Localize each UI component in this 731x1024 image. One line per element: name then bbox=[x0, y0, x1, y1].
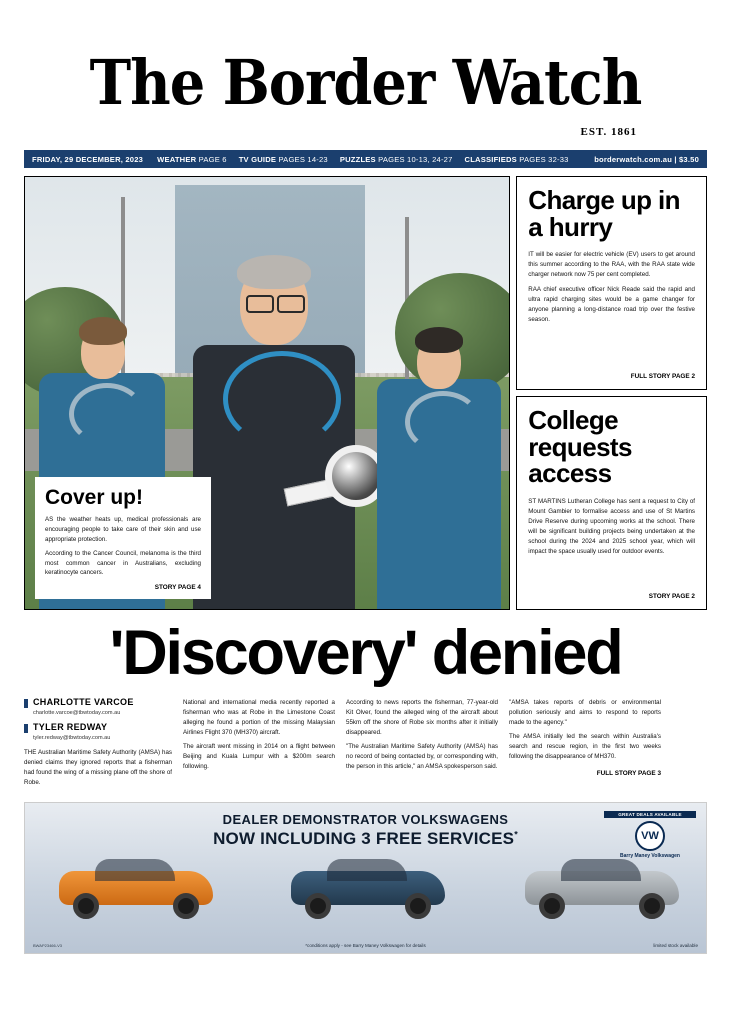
info-bar bbox=[24, 150, 707, 168]
side-story-charge-up[interactable] bbox=[516, 176, 707, 390]
ad-logo-strip: GREAT DEALS AVAILABLE bbox=[604, 811, 696, 818]
ad-terms: *conditions apply - see Barry Maney Volkswagen for details bbox=[305, 942, 426, 948]
website-price: borderwatch.com.au | $3.50 bbox=[594, 154, 699, 164]
byline-name: TYLER REDWAY bbox=[33, 721, 108, 732]
main-story-column-4 bbox=[509, 698, 661, 792]
infobar-segment-pages: PAGES 10-13, 24-27 bbox=[378, 154, 453, 164]
paragraph: AS the weather heats up, medical professionals are encouraging people to take care of their skin and use appropriate protection. bbox=[45, 516, 201, 543]
side-stories-column bbox=[516, 176, 707, 610]
paragraph: The AMSA initially led the search within Australia's search and rescue region, in the first two weeks following the disappearance of MH370. bbox=[509, 733, 661, 761]
byline-accent-bar bbox=[24, 724, 28, 733]
byline-tyler-redway bbox=[24, 723, 172, 741]
paragraph: According to news reports the fisherman, 77-year-old Kit Olver, found the alleged wing of the aircraft about 55km off the shore of Robe six months after it initially disappeared. bbox=[346, 699, 498, 737]
ad-headline-primary: DEALER DEMONSTRATOR VOLKSWAGENS bbox=[222, 811, 509, 827]
paragraph: "AMSA takes reports of debris or environmental pollution seriously and aims to respond to reports made to the agency." bbox=[509, 699, 661, 727]
infobar-segment-label: WEATHER bbox=[157, 154, 197, 164]
side-story-college-access[interactable] bbox=[516, 396, 707, 610]
byline-charlotte-varcoe bbox=[24, 698, 172, 716]
byline-column bbox=[24, 698, 172, 792]
side-story-reference: STORY PAGE 2 bbox=[648, 593, 695, 600]
stethoscope-icon bbox=[223, 351, 341, 447]
ad-code: BWAP23466-V3 bbox=[33, 942, 62, 948]
ad-asterisk: * bbox=[514, 829, 518, 840]
infobar-segment-pages: PAGE 6 bbox=[198, 154, 227, 164]
byline-accent-bar bbox=[24, 699, 28, 708]
ad-car-blue-suv bbox=[283, 857, 453, 923]
byline-name: CHARLOTTE VARCOE bbox=[33, 697, 134, 707]
photo-story-headline: Cover up! bbox=[45, 486, 144, 510]
paragraph: The aircraft went missing in 2014 on a flight between Beijing and Kuala Lumpur with a $200m search following. bbox=[183, 743, 335, 771]
side-story-headline: College requests access bbox=[528, 405, 632, 489]
page-sheet bbox=[16, 8, 715, 1016]
advertisement-volkswagen[interactable] bbox=[24, 802, 707, 954]
main-story-column-2 bbox=[183, 698, 335, 792]
ad-stock-note: limited stock available bbox=[653, 942, 698, 948]
paragraph: RAA chief executive officer Nick Reade said the rapid and ultra rapid charging sites would be a game changer for anyone planning a long-distance road trip over the festive season. bbox=[528, 286, 695, 324]
volkswagen-logo-icon bbox=[635, 821, 665, 851]
infobar-segment-label: PUZZLES bbox=[339, 154, 376, 164]
infobar-segment-pages: PAGES 32-33 bbox=[519, 154, 569, 164]
ad-car-orange-suv bbox=[51, 857, 221, 923]
main-story-body bbox=[24, 698, 707, 792]
photo-story-body bbox=[45, 515, 201, 578]
masthead-title: The Border Watch bbox=[89, 46, 642, 119]
issue-date: FRIDAY, 29 DECEMBER, 2023 bbox=[32, 154, 144, 164]
main-story-column-3 bbox=[346, 698, 498, 792]
side-story-headline: Charge up in a hurry bbox=[528, 185, 680, 242]
lead-photo bbox=[24, 176, 510, 610]
byline-email[interactable]: tyler.redway@tbwtoday.com.au bbox=[33, 734, 111, 741]
infobar-segment-weather[interactable] bbox=[157, 155, 227, 164]
main-headline: 'Discovery' denied bbox=[109, 618, 622, 688]
paragraph: National and international media recently reported a fisherman who was at Robe in the Limestone Coast alleging he found a portion of the missing Malaysian Airlines Flight 370 (MH370) aircraft. bbox=[183, 699, 335, 737]
paragraph: ST MARTINS Lutheran College has sent a request to City of Mount Gambier to formalise access and use of St Martins Drive Reserve during upcoming works at the school. There will be significant building projects being undertaken at the school during the 2024 and 2025 school year, which will impact the space usually used for outdoor events. bbox=[528, 497, 695, 555]
side-story-body bbox=[528, 497, 695, 562]
top-section bbox=[24, 176, 707, 610]
ad-car-silver-suv bbox=[517, 857, 687, 923]
main-story-reference: FULL STORY PAGE 3 bbox=[596, 770, 661, 778]
main-story-column-1 bbox=[24, 748, 172, 788]
masthead-established: EST. 1861 bbox=[580, 126, 637, 138]
paragraph: "The Australian Maritime Safety Authority (AMSA) has no record of being contacted by, or corresponding with, the person in this article," an AMSA spokesperson said. bbox=[346, 743, 498, 771]
masthead bbox=[16, 8, 715, 138]
paragraph: IT will be easier for electric vehicle (EV) users to get around this summer according to the RAA, with the RAA state wide charger network now 75 per cent completed. bbox=[528, 251, 695, 279]
ad-logo-block bbox=[604, 811, 696, 859]
paragraph: According to the Cancer Council, melanoma is the third most common cancer in Australians, excluding keratinocyte cancers. bbox=[45, 550, 201, 577]
byline-email[interactable]: charlotte.varcoe@tbwtoday.com.au bbox=[33, 709, 121, 716]
infobar-segment-puzzles[interactable] bbox=[340, 155, 453, 164]
photo-story-overlay bbox=[35, 477, 211, 599]
side-story-reference: FULL STORY PAGE 2 bbox=[630, 373, 695, 380]
infobar-segment-label: TV GUIDE bbox=[238, 154, 277, 164]
ad-dealer-name: Barry Maney Volkswagen bbox=[620, 852, 680, 859]
photo-story-reference: STORY PAGE 4 bbox=[154, 584, 201, 591]
paragraph: THE Australian Maritime Safety Authority (AMSA) has denied claims they ignored reports that a fisherman had found the wing of a missing plane off the shore of Robe. bbox=[24, 748, 172, 786]
side-story-body bbox=[528, 250, 695, 330]
infobar-segment-tv-guide[interactable] bbox=[239, 155, 328, 164]
infobar-segment-pages: PAGES 14-23 bbox=[278, 154, 328, 164]
infobar-segment-classifieds[interactable] bbox=[465, 155, 569, 164]
infobar-segment-label: CLASSIFIEDS bbox=[464, 154, 517, 164]
ad-headline-secondary-text: NOW INCLUDING 3 FREE SERVICES bbox=[213, 828, 515, 848]
ad-car-images bbox=[25, 857, 706, 935]
